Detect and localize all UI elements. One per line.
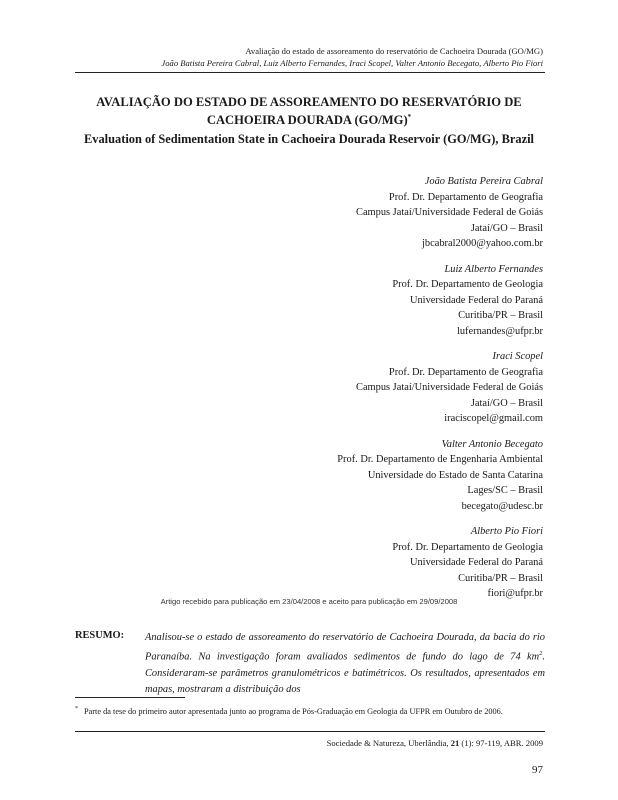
footnote-mark: * [75, 706, 78, 712]
author-block [243, 524, 543, 602]
running-header-authors: João Batista Pereira Cabral, Luiz Alberto Fernandes, Iraci Scopel, Valter Antonio Becegato, Alberto Pio Fiori [161, 57, 543, 68]
title-english: Evaluation of Sedimentation State in Cachoeira Dourada Reservoir (GO/MG), Brazil [84, 132, 534, 146]
page-number: 97 [532, 764, 543, 776]
journal-suffix: (1): 97-119, ABR. 2009 [459, 738, 543, 748]
author-institution: Campus Jataí/Universidade Federal de Goiás [356, 382, 543, 393]
author-institution: Universidade do Estado de Santa Catarina [367, 469, 543, 481]
author-list [243, 174, 543, 612]
author-role: Prof. Dr. Departamento de Engenharia Ambiental [337, 454, 543, 465]
author-institution: Campus Jataí/Universidade Federal de Goiás [356, 207, 543, 218]
author-block [243, 349, 543, 427]
author-city: Jataí/GO – Brasil [470, 397, 543, 409]
author-role: Prof. Dr. Departamento de Geografia [388, 366, 543, 378]
author-email[interactable]: becegato@udesc.br [461, 500, 543, 512]
footnote [75, 706, 555, 716]
title-pt-line2: CACHOEIRA DOURADA (GO/MG) [206, 113, 408, 128]
author-name: Luiz Alberto Fernandes [444, 263, 543, 275]
journal-citation [327, 738, 543, 748]
author-block [243, 174, 543, 252]
received-note: Artigo recebido para publicação em 23/04/2008 e aceito para publicação em 29/09/2008 [160, 597, 458, 606]
footnote-rule [75, 697, 185, 698]
author-name: João Batista Pereira Cabral [424, 176, 543, 187]
author-block [243, 262, 543, 340]
abstract-text-part2: . Consideraram-se parâmetros granulométricos e batimétricos. Os resultados, apresentados em mapas, mostraram a distribuição dos [145, 651, 545, 696]
title-portuguese [60, 95, 558, 128]
abstract-superscript: 2 [539, 650, 543, 658]
footer-rule [75, 731, 545, 732]
author-email[interactable]: fiori@ufpr.br [487, 588, 543, 599]
author-role: Prof. Dr. Departamento de Geografia [388, 191, 543, 203]
journal-prefix: Sociedade & Natureza, Uberlândia, [326, 738, 451, 748]
author-email[interactable]: jbcabral2000@yahoo.com.br [422, 238, 543, 249]
author-block [243, 437, 543, 515]
author-institution: Universidade Federal do Paraná [409, 294, 543, 306]
author-city: Curitiba/PR – Brasil [458, 310, 543, 321]
footnote-text: Parte da tese do primeiro autor apresentada junto ao programa de Pós-Graduação em Geologia da UFPR em Outubro de 2006. [84, 706, 503, 716]
author-name: Valter Antonio Becegato [441, 438, 543, 450]
title-pt-line1: AVALIAÇÃO DO ESTADO DE ASSOREAMENTO DO RESERVATÓRIO DE [96, 95, 522, 109]
title-footnote-mark: * [407, 113, 412, 121]
author-city: Curitiba/PR – Brasil [458, 572, 543, 584]
journal-volume: 21 [450, 738, 460, 748]
author-institution: Universidade Federal do Paraná [409, 557, 543, 568]
running-header-title: Avaliação do estado de assoreamento do reservatório de Cachoeira Dourada (GO/MG) [245, 46, 543, 56]
author-email[interactable]: iraciscopel@gmail.com [444, 413, 543, 424]
author-role: Prof. Dr. Departamento de Geologia [392, 541, 543, 553]
abstract-text [145, 630, 545, 699]
author-name: Iraci Scopel [492, 351, 543, 362]
header-rule [75, 72, 545, 73]
author-name: Alberto Pio Fiori [470, 526, 543, 537]
abstract-text-part1: Analisou-se o estado de assoreamento do reservatório de Cachoeira Dourada, da bacia do rio Paranaíba. Na investigação foram avaliados sedimentos de fundo do lago de 74 km [145, 632, 545, 663]
author-email[interactable]: lufernandes@ufpr.br [456, 325, 543, 337]
author-role: Prof. Dr. Departamento de Geologia [392, 279, 543, 290]
author-city: Jataí/GO – Brasil [470, 222, 543, 234]
abstract-label: RESUMO: [75, 630, 125, 641]
author-city: Lages/SC – Brasil [467, 485, 543, 496]
running-header [161, 46, 543, 69]
